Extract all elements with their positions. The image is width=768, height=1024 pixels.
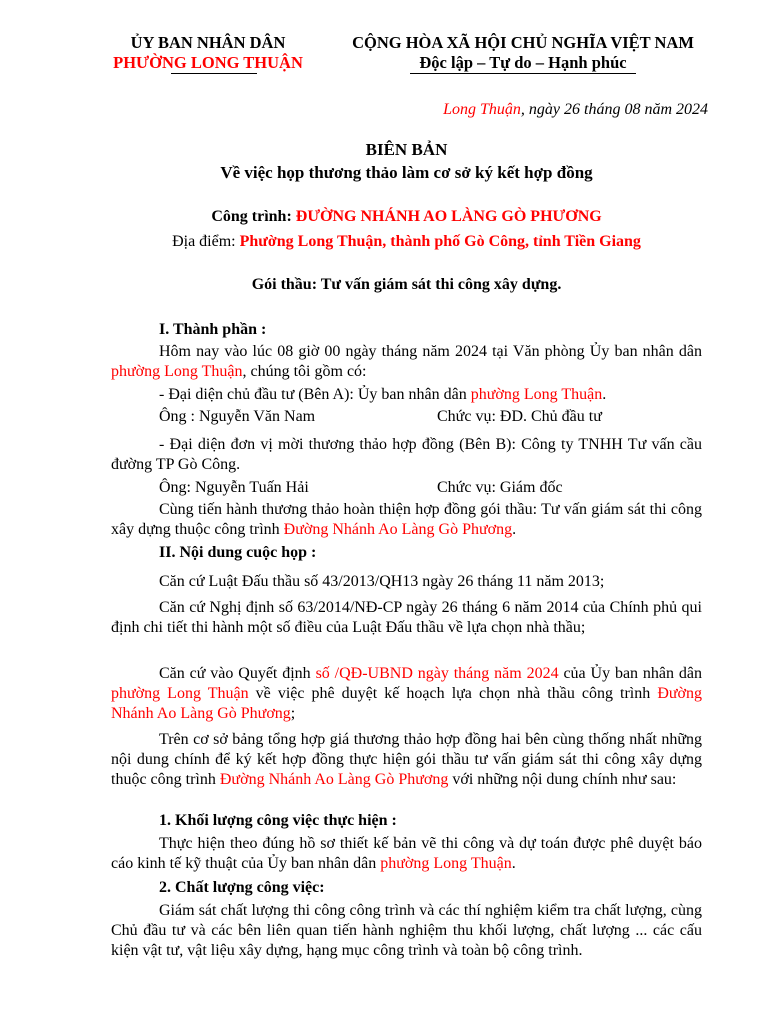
project-name: ĐƯỜNG NHÁNH AO LÀNG GÒ PHƯƠNG bbox=[295, 208, 602, 225]
basis-decision-project: Đường Nhánh Ao Làng Gò Phương bbox=[111, 685, 702, 722]
country-name: CỘNG HÒA XÃ HỘI CHỦ NGHĨA VIỆT NAM bbox=[352, 33, 694, 52]
workload-end: . bbox=[511, 855, 516, 872]
party-a-person: Ông : Nguyễn Văn Nam bbox=[159, 408, 316, 425]
issuer-line2: PHƯỜNG LONG THUẬN bbox=[113, 53, 303, 72]
section1-intro-text: Hôm nay vào lúc 08 giờ 00 ngày tháng năm 2024 tại Văn phòng Ủy ban nhân dân bbox=[159, 343, 702, 360]
workload-ward: phường Long Thuận bbox=[380, 855, 512, 872]
project-label: Công trình: bbox=[211, 208, 296, 225]
national-motto bbox=[330, 33, 716, 73]
agreement-paragraph bbox=[111, 730, 702, 790]
document-subtitle: Về việc họp thương thảo làm cơ sở ký kết hợp đồng bbox=[220, 163, 593, 182]
agreement-project: Đường Nhánh Ao Làng Gò Phương bbox=[219, 771, 449, 788]
workload-heading: 1. Khối lượng công việc thực hiện : bbox=[159, 812, 397, 829]
section1-closing-text: Cùng tiến hành thương thảo hoàn thiện hợp đồng gói thầu: Tư vấn giám sát thi công xây dựng thuộc công trình bbox=[111, 501, 702, 538]
location-label: Địa điểm: bbox=[172, 233, 240, 250]
issuer-agency bbox=[100, 33, 316, 73]
date-place: Long Thuận bbox=[443, 101, 521, 118]
section1-intro bbox=[111, 342, 702, 382]
party-a-rep bbox=[159, 385, 606, 405]
location-value: Phường Long Thuận, thành phố Gò Công, tỉnh Tiền Giang bbox=[239, 233, 641, 250]
section1-closing-project: Đường Nhánh Ao Làng Gò Phương bbox=[283, 521, 513, 538]
document-title: BIÊN BẢN bbox=[365, 140, 448, 159]
workload-paragraph bbox=[111, 834, 702, 874]
location-line bbox=[111, 233, 702, 251]
quality-paragraph: Giám sát chất lượng thi công công trình và các thí nghiệm kiểm tra chất lượng, cùng Chủ đầu tư và các bên liên quan tiến hành nghiệm thu khối lượng, chất lượng ... các cấu kiện vật tư, vật liệu xây dựng, hạng mục công trình và toàn bộ công trình. bbox=[111, 902, 702, 959]
basis-law: Căn cứ Luật Đấu thầu số 43/2013/QH13 ngày 26 tháng 11 năm 2013; bbox=[159, 573, 605, 590]
party-a-role: Chức vụ: ĐD. Chủ đầu tư bbox=[437, 408, 602, 425]
workload-text: Thực hiện theo đúng hồ sơ thiết kế bản vẽ thi công và dự toán được phê duyệt báo cáo kinh tế kỹ thuật của Ủy ban nhân dân bbox=[111, 835, 702, 872]
agreement-end: với những nội dung chính như sau: bbox=[448, 771, 677, 788]
project-line bbox=[111, 208, 702, 226]
issuer-line1: ỦY BAN NHÂN DÂN bbox=[130, 33, 286, 52]
basis-decision-end: ; bbox=[290, 705, 296, 722]
agreement-text: Trên cơ sở bảng tổng hợp giá thương thảo hợp đồng hai bên cùng thống nhất những nội dung chính để ký kết hợp đồng thực hiện gói thầu tư vấn giám sát thi công xây dựng thuộc công trình bbox=[111, 731, 702, 788]
section1-intro-ward: phường Long Thuận bbox=[111, 363, 243, 380]
package-line: Gói thầu: Tư vấn giám sát thi công xây dựng. bbox=[251, 276, 562, 293]
party-b-person: Ông: Nguyễn Tuấn Hải bbox=[159, 479, 309, 496]
date-rest: , ngày 26 tháng 08 năm 2024 bbox=[520, 101, 708, 118]
party-a-rep-text: - Đại diện chủ đầu tư (Bên A): Ủy ban nhân dân bbox=[159, 386, 471, 403]
motto-underline bbox=[410, 73, 636, 74]
party-a-ward: phường Long Thuận bbox=[470, 386, 603, 403]
party-a-rep-end: . bbox=[602, 386, 607, 403]
basis-decision-number: số /QĐ-UBND ngày tháng năm 2024 bbox=[315, 665, 559, 682]
quality-heading: 2. Chất lượng công việc: bbox=[159, 879, 325, 896]
document-date bbox=[443, 100, 708, 120]
basis-decree: Căn cứ Nghị định số 63/2014/NĐ-CP ngày 26 tháng 6 năm 2014 của Chính phủ qui định chi tiết thi hành một số điều của Luật Đấu thầu về lựa chọn nhà thầu; bbox=[111, 599, 702, 636]
basis-decision-text3: về việc phê duyệt kế hoạch lựa chọn nhà thầu công trình bbox=[248, 685, 658, 702]
basis-decision-text: Căn cứ vào Quyết định bbox=[159, 665, 316, 682]
basis-decision bbox=[111, 664, 702, 724]
issuer-underline bbox=[171, 73, 257, 74]
section2-heading: II. Nội dung cuộc họp : bbox=[159, 544, 317, 561]
basis-decision-text2: của Ủy ban nhân dân bbox=[558, 665, 703, 682]
section1-closing bbox=[111, 500, 702, 540]
section1-closing-end: . bbox=[512, 521, 517, 538]
section1-heading: I. Thành phần : bbox=[159, 321, 267, 338]
party-b-role: Chức vụ: Giám đốc bbox=[437, 479, 563, 496]
basis-decision-ward: phường Long Thuận bbox=[111, 685, 249, 702]
motto: Độc lập – Tự do – Hạnh phúc bbox=[419, 53, 627, 72]
section1-intro-end: , chúng tôi gồm có: bbox=[242, 363, 367, 380]
party-b-rep: - Đại diện đơn vị mời thương thảo hợp đồng (Bên B): Công ty TNHH Tư vấn cầu đường TP Gò Công. bbox=[111, 436, 702, 473]
